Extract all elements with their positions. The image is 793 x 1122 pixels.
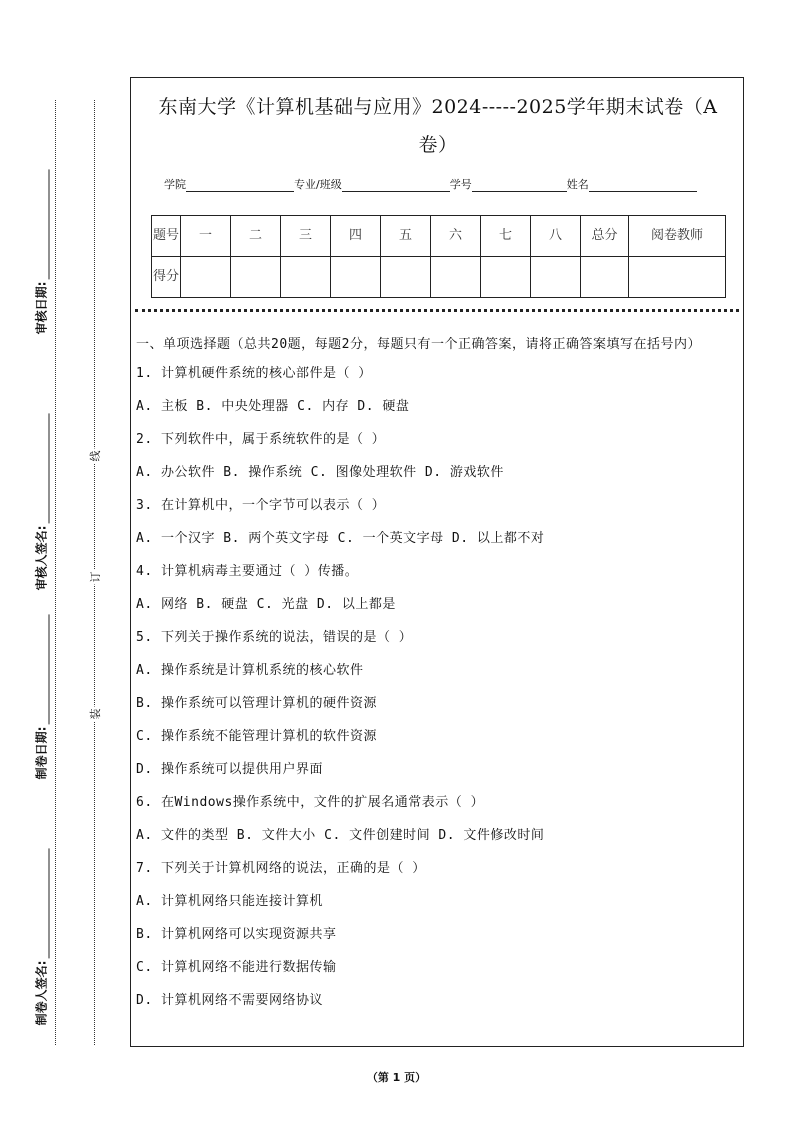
- question-content: [136, 334, 738, 1025]
- score-col-1: 一: [181, 216, 231, 257]
- score-table: [151, 215, 726, 298]
- reviewer-signature-blank[interactable]: [37, 414, 50, 524]
- info-field-student-id[interactable]: [472, 179, 567, 192]
- section-1-heading: 一、单项选择题（总共20题，每题2分，每题只有一个正确答案，请将正确答案填写在括号内）: [136, 337, 701, 352]
- option-line: B. 操作系统可以管理计算机的硬件资源: [136, 696, 377, 711]
- score-col-8: 八: [531, 216, 581, 257]
- score-cell[interactable]: [181, 257, 231, 298]
- maker-signature-blank[interactable]: [37, 849, 50, 959]
- score-cell[interactable]: [481, 257, 531, 298]
- score-col-2: 二: [231, 216, 281, 257]
- question-line: 5. 下列关于操作系统的说法，错误的是（ ）: [136, 630, 413, 645]
- option-line: B. 计算机网络可以实现资源共享: [136, 927, 337, 942]
- binding-mark-line: 线: [89, 450, 102, 462]
- reviewer-date-label: 审核日期:: [34, 281, 49, 335]
- score-col-4: 四: [331, 216, 381, 257]
- score-cell[interactable]: [281, 257, 331, 298]
- exam-title-line2: 卷）: [418, 134, 458, 156]
- score-col-3: 三: [281, 216, 331, 257]
- score-table-row-label: 得分: [152, 257, 181, 298]
- option-line: A. 一个汉字 B. 两个英文字母 C. 一个英文字母 D. 以上都不对: [136, 531, 545, 546]
- question-line: 4. 计算机病毒主要通过（ ）传播。: [136, 564, 359, 579]
- score-table-header-row: [152, 216, 726, 257]
- maker-date-label: 制卷日期:: [34, 726, 49, 780]
- score-cell-total[interactable]: [581, 257, 629, 298]
- exam-title: [131, 88, 745, 164]
- maker-date-blank[interactable]: [37, 615, 50, 725]
- dotted-separator: [135, 309, 739, 312]
- info-label-student-id: 学号: [449, 178, 472, 191]
- info-field-major-class[interactable]: [342, 179, 450, 192]
- page-number: （第 1 页）: [366, 1071, 427, 1084]
- option-line: A. 办公软件 B. 操作系统 C. 图像处理软件 D. 游戏软件: [136, 465, 504, 480]
- option-line: C. 计算机网络不能进行数据传输: [136, 960, 337, 975]
- question-line: 7. 下列关于计算机网络的说法，正确的是（ ）: [136, 861, 426, 876]
- score-cell[interactable]: [531, 257, 581, 298]
- question-line: 1. 计算机硬件系统的核心部件是（ ）: [136, 366, 372, 381]
- score-cell[interactable]: [231, 257, 281, 298]
- option-line: A. 主板 B. 中央处理器 C. 内存 D. 硬盘: [136, 399, 410, 414]
- score-col-6: 六: [431, 216, 481, 257]
- score-col-7: 七: [481, 216, 531, 257]
- question-line: 2. 下列软件中，属于系统软件的是（ ）: [136, 432, 386, 447]
- option-line: A. 网络 B. 硬盘 C. 光盘 D. 以上都是: [136, 597, 396, 612]
- exam-frame: [130, 77, 744, 1047]
- score-table-header-label: 题号: [152, 216, 181, 257]
- score-cell[interactable]: [381, 257, 431, 298]
- info-label-name: 姓名: [566, 178, 589, 191]
- info-field-name[interactable]: [589, 179, 697, 192]
- option-line: A. 操作系统是计算机系统的核心软件: [136, 663, 364, 678]
- score-col-total: 总分: [581, 216, 629, 257]
- option-line: D. 计算机网络不需要网络协议: [136, 993, 323, 1008]
- exam-title-line1: 东南大学《计算机基础与应用》2024-----2025学年期末试卷（A: [158, 96, 718, 118]
- score-col-5: 五: [381, 216, 431, 257]
- score-table-score-row: [152, 257, 726, 298]
- reviewer-signature-label: 审核人签名:: [34, 525, 49, 591]
- student-info-row: [164, 176, 697, 192]
- option-line: D. 操作系统可以提供用户界面: [136, 762, 323, 777]
- info-field-college[interactable]: [186, 179, 294, 192]
- score-cell[interactable]: [331, 257, 381, 298]
- binding-mark-zhuang: 装: [89, 708, 102, 720]
- score-col-grader: 阅卷教师: [629, 216, 726, 257]
- option-line: C. 操作系统不能管理计算机的软件资源: [136, 729, 377, 744]
- binding-dotted-line-outer: [55, 100, 56, 1045]
- option-line: A. 文件的类型 B. 文件大小 C. 文件创建时间 D. 文件修改时间: [136, 828, 545, 843]
- question-line: 3. 在计算机中，一个字节可以表示（ ）: [136, 498, 386, 513]
- maker-signature-label: 制卷人签名:: [34, 960, 49, 1026]
- info-label-major-class: 专业/班级: [294, 178, 342, 191]
- question-line: 6. 在Windows操作系统中，文件的扩展名通常表示（ ）: [136, 795, 485, 810]
- score-cell-grader[interactable]: [629, 257, 726, 298]
- reviewer-date-blank[interactable]: [37, 170, 50, 280]
- score-cell[interactable]: [431, 257, 481, 298]
- info-label-college: 学院: [164, 178, 186, 191]
- binding-mark-ding: 订: [89, 571, 102, 583]
- option-line: A. 计算机网络只能连接计算机: [136, 894, 323, 909]
